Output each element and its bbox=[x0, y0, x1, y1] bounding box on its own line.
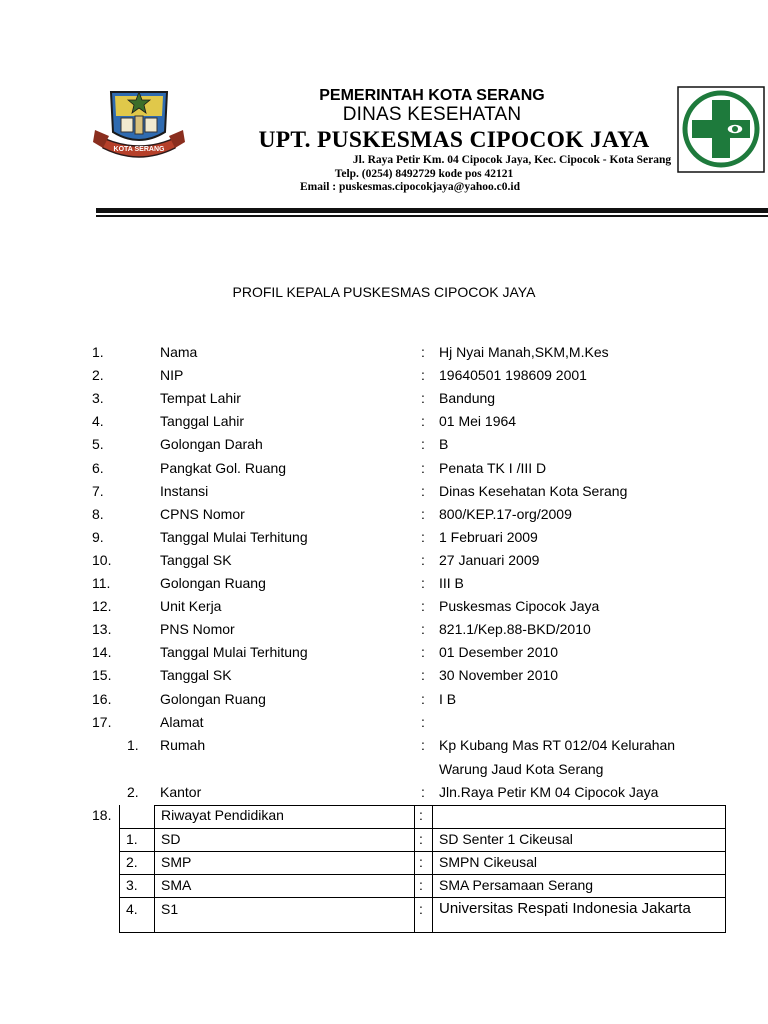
profile-row-num: 10. bbox=[92, 552, 112, 568]
edu-level: SMA bbox=[161, 877, 192, 893]
alamat-rumah-label: Rumah bbox=[160, 737, 206, 753]
profile-row-sep: : bbox=[421, 506, 425, 522]
profile-row-value: III B bbox=[439, 575, 464, 591]
profile-row-value: 19640501 198609 2001 bbox=[439, 367, 587, 383]
profile-row-label: NIP bbox=[160, 367, 184, 383]
profile-row-sep: : bbox=[421, 344, 425, 360]
alamat-kantor-label: Kantor bbox=[160, 784, 202, 800]
profile-row-label: Instansi bbox=[160, 483, 209, 499]
profile-row-num: 16. bbox=[92, 691, 112, 707]
profile-row-num: 15. bbox=[92, 667, 112, 683]
profile-row-label: Pangkat Gol. Ruang bbox=[160, 460, 287, 476]
profile-row-value: Puskesmas Cipocok Jaya bbox=[439, 598, 600, 614]
document-title: PROFIL KEPALA PUSKESMAS CIPOCOK JAYA bbox=[232, 284, 536, 300]
edu-num: 1. bbox=[126, 831, 138, 847]
header-rule-thin bbox=[96, 215, 768, 217]
edu-school: Universitas Respati Indonesia Jakarta bbox=[439, 900, 691, 917]
edu-num: 3. bbox=[126, 877, 138, 893]
profile-row-value: 01 Mei 1964 bbox=[439, 413, 517, 429]
profile-row-num: 11. bbox=[92, 575, 111, 591]
profile-row-num: 7. bbox=[92, 483, 104, 499]
table-rule bbox=[119, 851, 726, 852]
edu-sep: : bbox=[419, 854, 423, 870]
profile-row-num: 2. bbox=[92, 367, 104, 383]
table-rule bbox=[154, 805, 155, 933]
edu-school: SMPN Cikeusal bbox=[439, 854, 538, 870]
profile-row-label: Alamat bbox=[160, 714, 204, 730]
profile-row-label: Tanggal SK bbox=[160, 552, 232, 568]
profile-row-num: 6. bbox=[92, 460, 104, 476]
profile-row-num: 13. bbox=[92, 621, 112, 637]
profile-row-num: 5. bbox=[92, 436, 104, 452]
table-rule bbox=[154, 805, 726, 806]
profile-row-value: Hj Nyai Manah,SKM,M.Kes bbox=[439, 344, 609, 360]
profile-row-sep: : bbox=[421, 691, 425, 707]
pendidikan-label: Riwayat Pendidikan bbox=[161, 807, 284, 823]
profile-row-sep: : bbox=[421, 367, 425, 383]
profile-row-label: Tanggal Lahir bbox=[160, 413, 245, 429]
alamat-kantor-value: Jln.Raya Petir KM 04 Cipocok Jaya bbox=[439, 784, 659, 800]
profile-row-value: 01 Desember 2010 bbox=[439, 644, 559, 660]
profile-row-value: Bandung bbox=[439, 390, 496, 406]
edu-sep: : bbox=[419, 901, 423, 917]
pendidikan-num: 18. bbox=[92, 807, 112, 823]
edu-level: SD bbox=[161, 831, 181, 847]
profile-row-value: 800/KEP.17-org/2009 bbox=[439, 506, 572, 522]
profile-row-sep: : bbox=[421, 598, 425, 614]
profile-row-sep: : bbox=[421, 436, 425, 452]
table-rule bbox=[414, 805, 415, 933]
edu-level: S1 bbox=[161, 901, 179, 917]
profile-row-value: 27 Januari 2009 bbox=[439, 552, 540, 568]
profile-row-num: 3. bbox=[92, 390, 104, 406]
header-line-3: UPT. PUSKESMAS CIPOCOK JAYA bbox=[258, 127, 650, 153]
profile-row-label: Nama bbox=[160, 344, 198, 360]
profile-row-value: I B bbox=[439, 691, 457, 707]
profile-row-num: 8. bbox=[92, 506, 104, 522]
alamat-rumah-sep: : bbox=[421, 737, 425, 753]
profile-row-label: Tanggal SK bbox=[160, 667, 232, 683]
table-rule bbox=[119, 828, 726, 829]
header-line-2: DINAS KESEHATAN bbox=[342, 104, 522, 125]
profile-row-label: Tempat Lahir bbox=[160, 390, 241, 406]
header-address: Jl. Raya Petir Km. 04 Cipocok Jaya, Kec. Cipocok - Kota Serang bbox=[352, 154, 672, 166]
edu-num: 4. bbox=[126, 901, 138, 917]
pendidikan-sep: : bbox=[419, 807, 423, 823]
profile-row-label: PNS Nomor bbox=[160, 621, 235, 637]
alamat-kantor-num: 2. bbox=[127, 784, 139, 800]
header-line-1: PEMERINTAH KOTA SERANG bbox=[319, 87, 545, 104]
table-rule bbox=[119, 805, 120, 933]
header-rule-thick bbox=[96, 208, 768, 213]
profile-row-label: Tanggal Mulai Terhitung bbox=[160, 529, 308, 545]
profile-row-num: 12. bbox=[92, 598, 112, 614]
profile-row-sep: : bbox=[421, 413, 425, 429]
profile-row-num: 17. bbox=[92, 714, 112, 730]
edu-sep: : bbox=[419, 831, 423, 847]
profile-row-value: Penata TK I /III D bbox=[439, 460, 547, 476]
profile-row-sep: : bbox=[421, 390, 425, 406]
edu-school: SMA Persamaan Serang bbox=[439, 877, 594, 893]
alamat-rumah-num: 1. bbox=[127, 737, 139, 753]
table-rule bbox=[725, 805, 726, 933]
table-rule bbox=[119, 932, 726, 933]
profile-row-sep: : bbox=[421, 460, 425, 476]
alamat-kantor-sep: : bbox=[421, 784, 425, 800]
edu-num: 2. bbox=[126, 854, 138, 870]
table-rule bbox=[432, 805, 433, 933]
puskesmas-cross-logo-icon bbox=[677, 86, 765, 173]
profile-row-sep: : bbox=[421, 575, 425, 591]
profile-row-value: 1 Februari 2009 bbox=[439, 529, 538, 545]
profile-row-sep: : bbox=[421, 714, 425, 730]
profile-row-value: 821.1/Kep.88-BKD/2010 bbox=[439, 621, 591, 637]
header-phone: Telp. (0254) 8492729 kode pos 42121 bbox=[334, 168, 514, 180]
profile-row-sep: : bbox=[421, 529, 425, 545]
alamat-rumah-value-2: Warung Jaud Kota Serang bbox=[439, 761, 604, 777]
header-email: Email : puskesmas.cipocokjaya@yahoo.c0.id bbox=[300, 181, 520, 193]
profile-row-num: 4. bbox=[92, 413, 104, 429]
profile-row-sep: : bbox=[421, 644, 425, 660]
edu-school: SD Senter 1 Cikeusal bbox=[439, 831, 573, 847]
kota-serang-logo-text: KOTA SERANG bbox=[113, 146, 165, 153]
profile-row-label: Golongan Ruang bbox=[160, 575, 266, 591]
profile-row-num: 9. bbox=[92, 529, 104, 545]
profile-row-label: Golongan Darah bbox=[160, 436, 263, 452]
profile-row-label: Unit Kerja bbox=[160, 598, 222, 614]
alamat-rumah-value-1: Kp Kubang Mas RT 012/04 Kelurahan bbox=[439, 737, 676, 753]
profile-row-sep: : bbox=[421, 667, 425, 683]
edu-sep: : bbox=[419, 877, 423, 893]
profile-row-num: 1. bbox=[92, 344, 104, 360]
profile-row-label: Tanggal Mulai Terhitung bbox=[160, 644, 308, 660]
profile-row-value: Dinas Kesehatan Kota Serang bbox=[439, 483, 628, 499]
profile-row-value: 30 November 2010 bbox=[439, 667, 559, 683]
profile-row-sep: : bbox=[421, 621, 425, 637]
table-rule bbox=[119, 874, 726, 875]
profile-row-label: Golongan Ruang bbox=[160, 691, 266, 707]
profile-row-label: CPNS Nomor bbox=[160, 506, 245, 522]
profile-row-sep: : bbox=[421, 483, 425, 499]
profile-row-value: B bbox=[439, 436, 449, 452]
profile-row-sep: : bbox=[421, 552, 425, 568]
edu-level: SMP bbox=[161, 854, 192, 870]
table-rule bbox=[119, 897, 726, 898]
profile-row-num: 14. bbox=[92, 644, 112, 660]
